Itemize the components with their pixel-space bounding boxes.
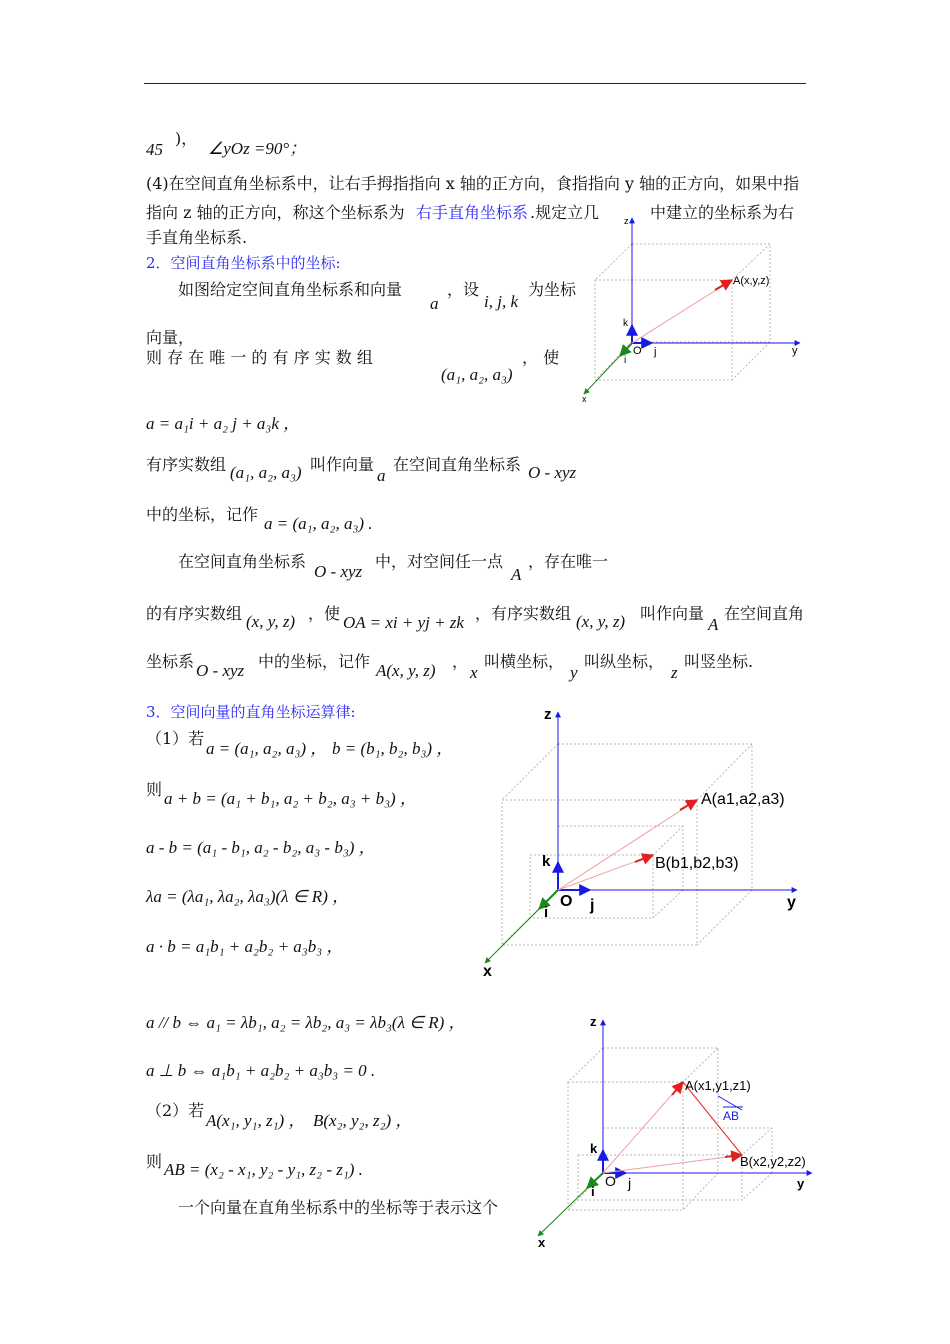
s2-p1b: ，设 — [447, 280, 480, 299]
a-arrow — [680, 800, 697, 810]
fig1-x-label: x — [582, 394, 587, 404]
fig1-k-label: k — [623, 318, 628, 329]
fig2-z-label: z — [544, 706, 552, 723]
s2-p2: 向量， — [146, 328, 195, 347]
para4-line1: (4)在空间直角坐标系中，让右手拇指指向 x 轴的正方向，食指指向 y 轴的正方向，如果中指 — [146, 174, 800, 193]
s2-p4c: 在空间直角坐标系 — [393, 455, 522, 474]
s2-p8b: 中的坐标，记作 — [258, 652, 371, 671]
s2-p8-oxyz: O - xyz — [196, 661, 245, 680]
fig2-j-label: j — [590, 897, 595, 914]
s3-last-line: 一个向量在直角坐标系中的坐标等于表示这个 — [178, 1198, 499, 1217]
s2-p7-xyz: (x, y, z) — [246, 612, 296, 631]
fig3-x-label: x — [538, 1235, 546, 1250]
figure-3 — [530, 1010, 820, 1252]
s2-p8f: 叫竖坐标. — [684, 652, 754, 671]
angle-yoz: ∠yOz =90°； — [208, 139, 307, 158]
figure-2 — [475, 700, 815, 985]
s3-then2: 则 — [146, 1152, 163, 1171]
s2-p5-eq: a = (a₁, a₂, a₃) . — [264, 514, 373, 533]
para4-line2b: .规定立几 — [530, 203, 600, 222]
fig2-a-label: A(a1,a2,a3) — [701, 791, 785, 808]
fig2-b-label: B(b1,b2,b3) — [655, 855, 739, 872]
s2-p7b: ，使 — [308, 604, 341, 623]
s2-p6-A: A — [511, 565, 522, 584]
fig1-z-label: z — [624, 216, 629, 226]
fig3-b-label: B(x2,y2,z2) — [740, 1154, 806, 1169]
s2-p1a: 如图给定空间直角坐标系和向量 — [178, 280, 403, 299]
fig3-o-label: O — [605, 1173, 616, 1189]
s2-p8-x: x — [470, 663, 478, 682]
s2-p6b: 中，对空间任一点 — [375, 552, 504, 571]
ab-label-arrow — [718, 1096, 742, 1110]
s2-p8c: ， — [452, 652, 469, 671]
fig1-j-label: j — [654, 346, 657, 358]
s2-p4-tuple: (a₁, a₂, a₃) — [230, 463, 302, 482]
ob-line — [603, 1155, 742, 1173]
b-arrow — [635, 855, 653, 862]
fig3-ab-label: AB — [723, 1109, 740, 1123]
eq-parallel: a // b ⇔ a₁ = λb₁, a₂ = λb₂, a₃ = λb₃(λ ∈ R) ， — [146, 1013, 466, 1032]
fig2-k-label: k — [542, 853, 551, 870]
fig3-i-label: i — [591, 1184, 595, 1199]
s2-p8e: 叫纵坐标， — [584, 652, 665, 671]
s2-p3-end: ， 使 — [522, 348, 560, 367]
eq-perp: a ⊥ b ⇔ a₁b₁ + a₂b₂ + a₃b₃ = 0 . — [146, 1061, 376, 1080]
fig3-a-label: A(x1,y1,z1) — [685, 1078, 751, 1093]
fig3-j-label: j — [628, 1175, 632, 1191]
header-rule — [144, 83, 806, 84]
eq-ab: AB = (x₂ - x₁, y₂ - y₁, z₂ - z₁) . — [164, 1160, 363, 1179]
eq-diff: a - b = (a₁ - b₁, a₂ - b₂, a₃ - b₃) ， — [146, 838, 376, 857]
fig2-o-label: O — [560, 893, 573, 910]
s2-p5a: 中的坐标，记作 — [146, 505, 259, 524]
s2-p3-tuple: (a₁, a₂, a₃) — [441, 365, 513, 384]
s2-p7-xyz2: (x, y, z) — [576, 612, 626, 631]
s2-p7e: 在空间直角 — [724, 604, 805, 623]
para4-line2a: 指向 z 轴的正方向，称这个坐标系为 — [146, 203, 405, 222]
s2-p6-oxyz: O - xyz — [314, 562, 363, 581]
eq-a-ijk: a = a₁i + a₂ j + a₃k ， — [146, 414, 301, 433]
s2-p4b: 叫作向量 — [310, 455, 375, 474]
fig2-x-label: x — [483, 963, 492, 980]
fig2-i-label: i — [544, 904, 549, 921]
s2-p7-A: A — [708, 615, 719, 634]
s3-c2-B: B(x₂, y₂, z₂) ， — [313, 1111, 413, 1130]
s2-p1c: 为坐标 — [528, 280, 577, 299]
para4-line2c: 中建立的坐标系为右 — [650, 203, 795, 222]
i-vector — [539, 890, 558, 909]
s2-p8-z: z — [671, 663, 678, 682]
s2-p7c: ，有序实数组 — [475, 604, 572, 623]
s3-c1-b: b = (b₁, b₂, b₃) ， — [332, 739, 454, 758]
fig1-y-label: y — [792, 345, 798, 357]
oa-line — [558, 800, 697, 890]
eq-sum: a + b = (a₁ + b₁, a₂ + b₂, a₃ + b₃) ， — [164, 789, 417, 808]
s2-p1-ijk: i, j, k — [484, 292, 518, 311]
fig1-a-label: A(x,y,z) — [733, 275, 770, 287]
fig3-z-label: z — [590, 1014, 597, 1029]
fig1-o-label: O — [633, 345, 642, 357]
section2-heading: 2．空间直角坐标系中的坐标: — [146, 254, 341, 272]
s3-c1-label: （1）若 — [146, 729, 205, 748]
s2-p7a: 的有序实数组 — [146, 604, 243, 623]
s3-then1: 则 — [146, 780, 163, 799]
section3-heading: 3．空间向量的直角坐标运算律: — [146, 703, 356, 721]
a-arrow — [715, 280, 732, 290]
angle-fragment-tail: )， — [175, 129, 198, 148]
fig1-i-label: i — [624, 355, 627, 366]
fig3-y-label: y — [797, 1176, 805, 1191]
s3-c2-label: （2）若 — [146, 1101, 205, 1120]
s3-c1-a: a = (a₁, a₂, a₃) ， — [206, 739, 328, 758]
s2-p3: 则 存 在 唯 一 的 有 序 实 数 组 — [146, 348, 373, 367]
s2-p4a: 有序实数组 — [146, 455, 227, 474]
fig2-y-label: y — [787, 894, 796, 911]
right-hand-system-term: 右手直角坐标系 — [416, 203, 529, 222]
s2-p6a: 在空间直角坐标系 — [178, 552, 307, 571]
eq-dot: a · b = a₁b₁ + a₂b₂ + a₃b₃ ， — [146, 937, 344, 956]
s2-p8d: 叫横坐标， — [484, 652, 565, 671]
s3-c2-A: A(x₁, y₁, z₁) ， — [206, 1111, 306, 1130]
figure-1 — [570, 210, 810, 410]
s2-p4-oxyz: O - xyz — [528, 463, 577, 482]
para4-line3: 手直角坐标系. — [146, 228, 248, 247]
s2-p8a: 坐标系 — [146, 652, 195, 671]
s2-p8-y: y — [570, 663, 578, 682]
fig3-k-label: k — [590, 1141, 598, 1156]
s2-p4-a: a — [377, 466, 386, 485]
a-arrow — [672, 1082, 683, 1095]
s2-p7d: 叫作向量 — [640, 604, 705, 623]
i-vector — [587, 1173, 603, 1188]
s2-p7-eq: OA = xi + yj + zk — [343, 613, 464, 632]
angle-fragment: 45 — [146, 140, 163, 159]
eq-scalar: λa = (λa₁, λa₂, λa₃)(λ ∈ R) ， — [146, 887, 350, 906]
s2-p8-A: A(x, y, z) — [376, 661, 436, 680]
s2-p1-a: a — [430, 294, 439, 313]
s2-p6c: ，存在唯一 — [528, 552, 609, 571]
